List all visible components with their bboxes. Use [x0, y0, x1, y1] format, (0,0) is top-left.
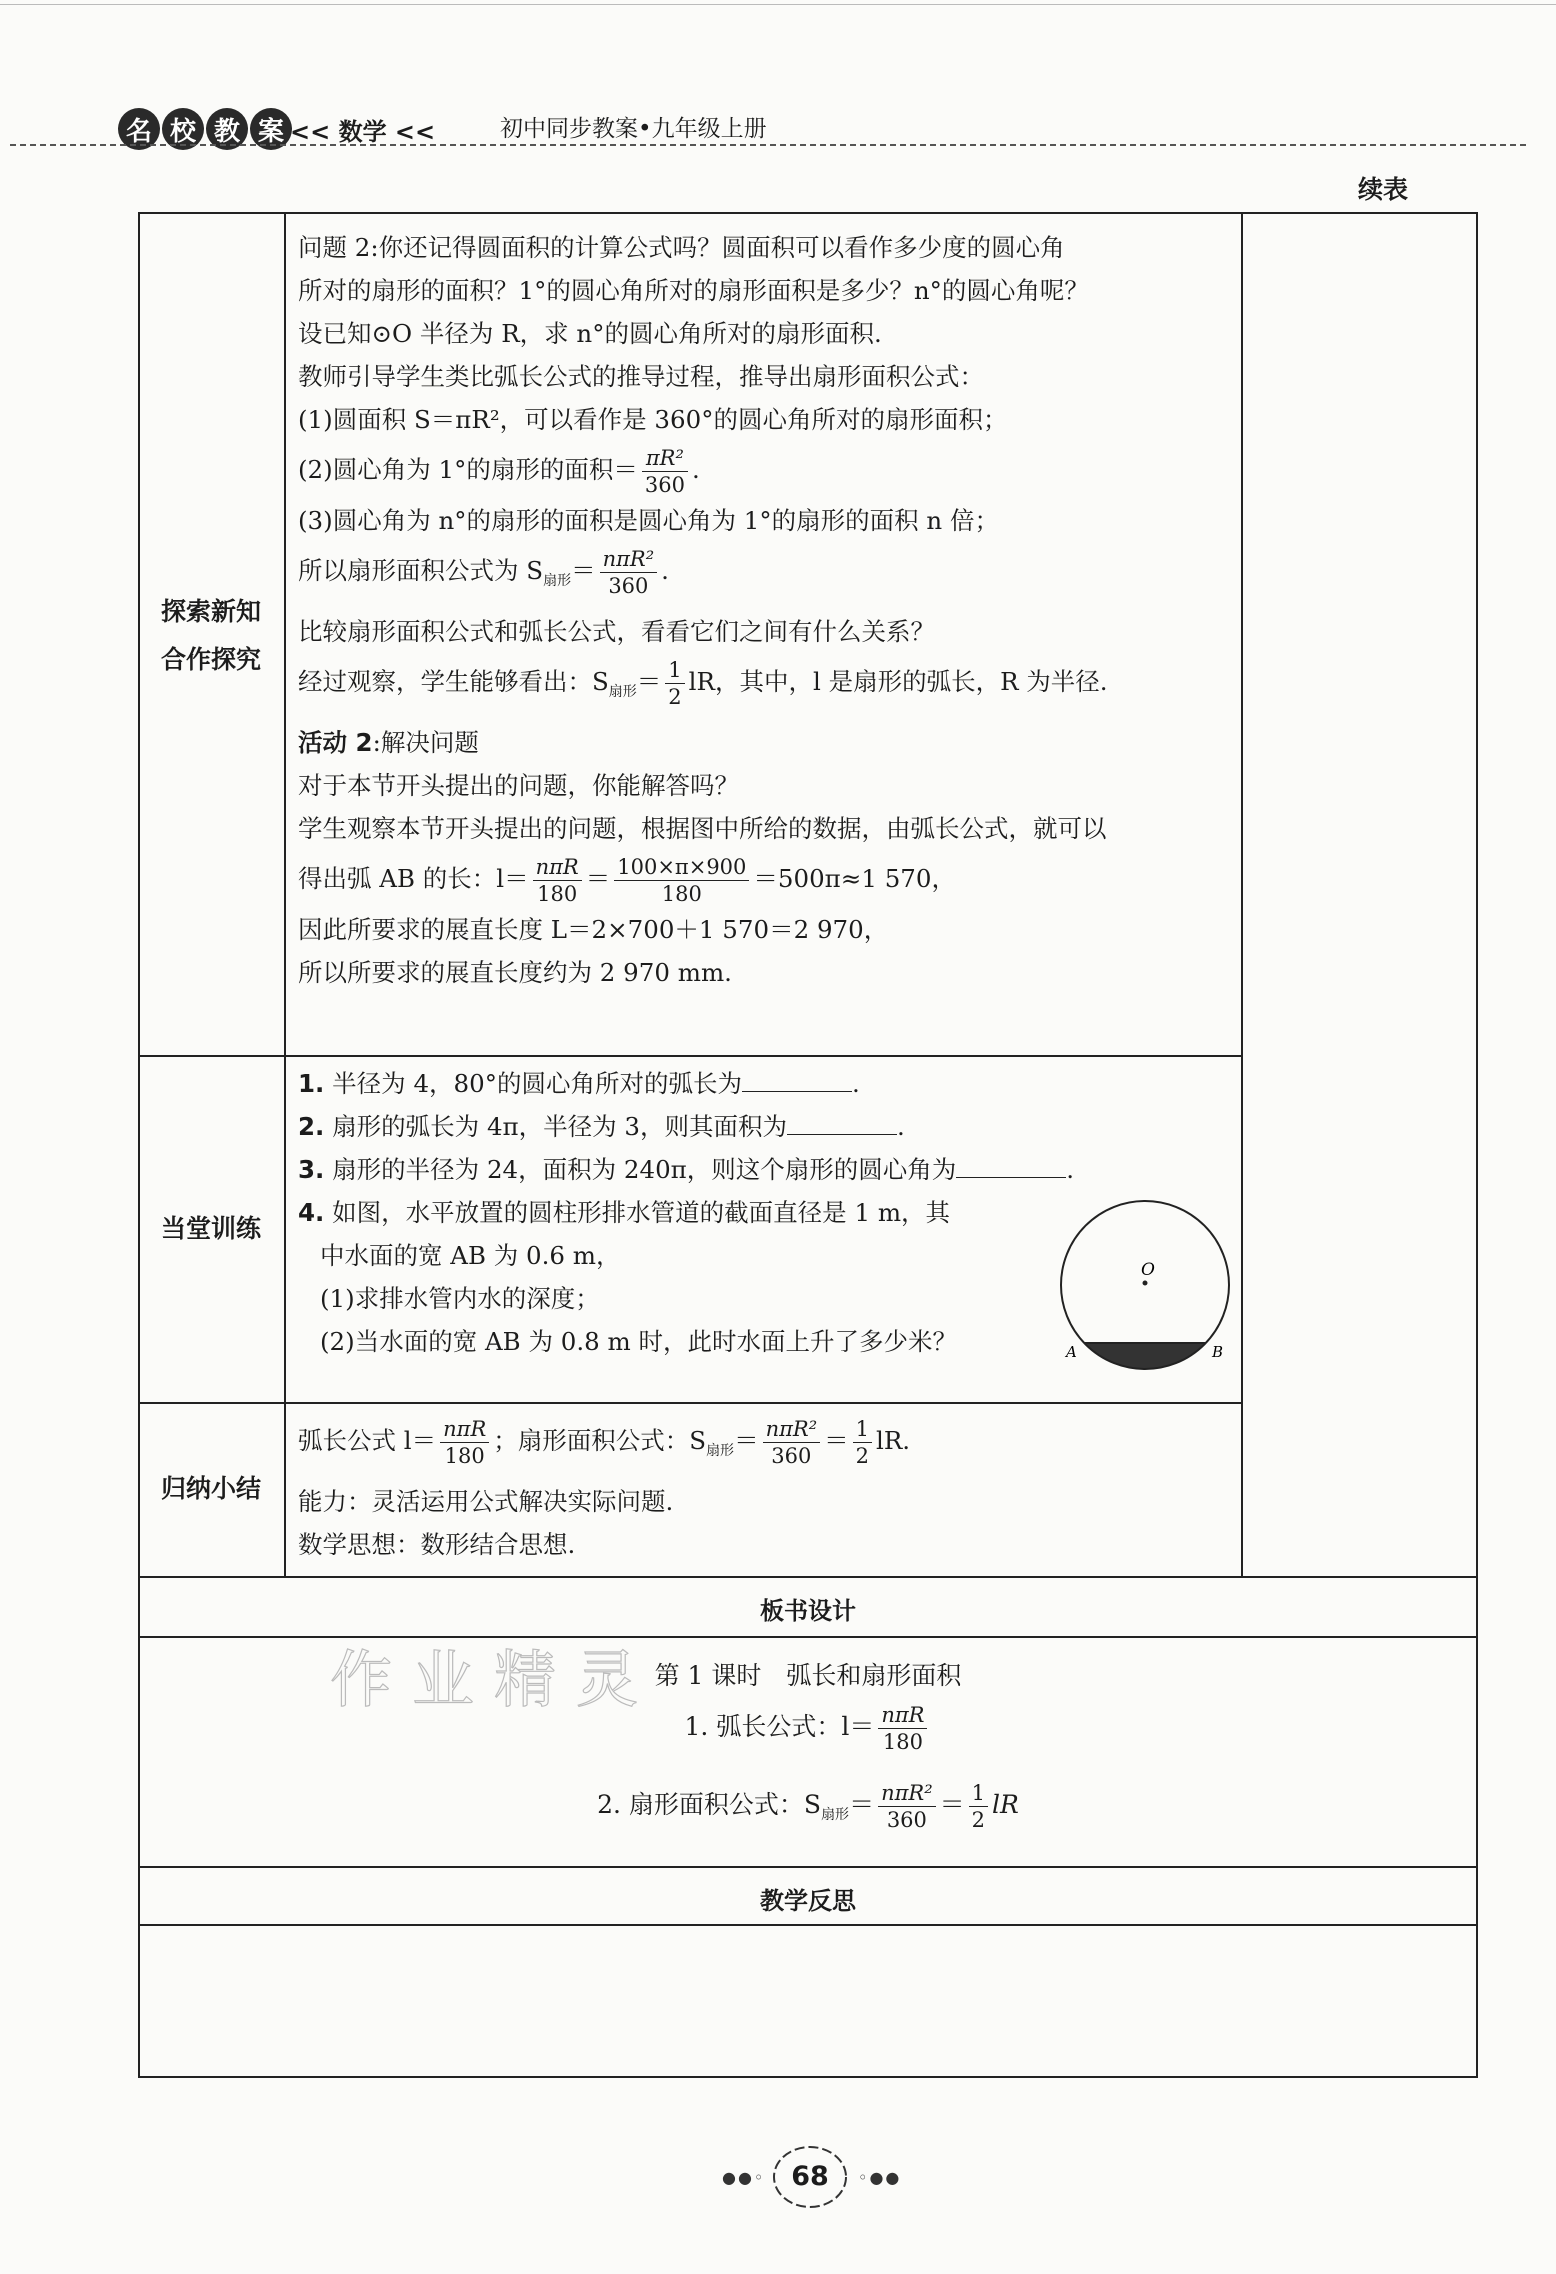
- numerator: 1: [665, 657, 684, 684]
- calc-text: 得出弧 AB 的长：l＝: [298, 863, 529, 893]
- column-divider-right: [1241, 212, 1243, 1576]
- center-point: [1143, 1281, 1148, 1286]
- summary-text: ；扇形面积公式：S: [493, 1426, 707, 1455]
- fraction: [533, 854, 582, 907]
- subject-label: << 数学 <<: [290, 118, 436, 146]
- explore-label-line: 合作探究: [160, 645, 261, 674]
- numerator: πR²: [642, 445, 688, 472]
- page-header: [0, 0, 1556, 150]
- subscript: 扇形: [608, 683, 637, 700]
- denominator: 180: [661, 881, 702, 906]
- sector-formula: 所以扇形面积公式为 $S_{扇形}=$ $\frac{\text{nπR²}}{360}$ .: [298, 547, 669, 598]
- observation: 经过观察，学生能够看出：$S_{扇形}=$ $\frac{1}{2}$ lR，其中，l 是扇形的弧长，R 为半径.: [298, 657, 1108, 709]
- numerator: nπR²: [763, 1416, 821, 1443]
- board-text: 2. 扇形面积公式：S: [597, 1790, 822, 1819]
- row-divider: [138, 1055, 1241, 1057]
- explore-label-line: 探索新知: [160, 597, 261, 626]
- item-number: 2.: [298, 1112, 325, 1141]
- item-text: 半径为 4，80°的圆心角所对的弧长为: [332, 1069, 742, 1098]
- denominator: 180: [537, 881, 578, 906]
- formula-text: 所以扇形面积公式为 S: [298, 556, 544, 585]
- fraction: [665, 657, 684, 710]
- summary-text: 弧长公式 l＝: [298, 1426, 437, 1455]
- denominator: 2: [668, 684, 682, 709]
- item-number: 3.: [298, 1155, 325, 1184]
- item-text: 扇形的弧长为 4π，半径为 3，则其面积为: [332, 1112, 788, 1141]
- practice-item-4-line: 中水面的宽 AB 为 0.6 m，: [320, 1241, 621, 1270]
- activity-title: 活动 2: [298, 727, 373, 757]
- brand-char: 教: [206, 108, 248, 150]
- fraction: [440, 1416, 489, 1469]
- column-divider-left: [284, 212, 286, 1576]
- derivation-step-1: (1)圆面积 S＝πR²，可以看作是 360°的圆心角所对的扇形面积；: [298, 405, 1008, 434]
- answer-blank[interactable]: [956, 1157, 1066, 1178]
- brand-char: 校: [162, 108, 204, 150]
- continued-label: 续表: [1358, 175, 1409, 204]
- book-title: 初中同步教案•九年级上册: [500, 116, 767, 142]
- practice-sub-question: (1)求排水管内水的深度；: [320, 1284, 600, 1313]
- fraction: [763, 1416, 821, 1469]
- board-lesson-title: 第 1 课时 弧长和扇形面积: [654, 1661, 962, 1690]
- denominator: 2: [855, 1444, 869, 1468]
- label-o: O: [1141, 1260, 1155, 1280]
- fraction: [642, 445, 688, 498]
- denominator: 180: [882, 1730, 923, 1754]
- answer-blank[interactable]: [742, 1071, 852, 1092]
- board-text: 1. 弧长公式：l＝: [684, 1712, 875, 1741]
- practice-item: [298, 1148, 1238, 1191]
- denominator: 180: [444, 1444, 485, 1468]
- row-divider: [138, 1866, 1478, 1868]
- explore-content: [298, 226, 1238, 994]
- practice-item: [298, 1062, 1238, 1105]
- summary-label: 归纳小结: [160, 1474, 261, 1503]
- row-divider: [138, 1576, 1478, 1578]
- numerator: nπR: [533, 854, 582, 881]
- footer-ornament-left: ●●◦: [722, 2168, 766, 2187]
- numerator: 100×π×900: [614, 854, 749, 881]
- numerator: nπR²: [600, 546, 658, 573]
- final-answer: 所以所要求的展直长度约为 2 970 mm.: [298, 957, 732, 987]
- item-number: 1.: [298, 1069, 325, 1098]
- subscript: 扇形: [821, 1807, 850, 1823]
- pipe-cross-section-figure: [1050, 1195, 1240, 1380]
- numerator: nπR²: [878, 1780, 936, 1807]
- answer-blank[interactable]: [787, 1114, 897, 1135]
- question-2-line: 设已知⊙O 半径为 R，求 n°的圆心角所对的扇形面积.: [298, 319, 882, 348]
- item-end: .: [851, 1069, 860, 1098]
- derivation-step-2: (2)圆心角为 1°的扇形的面积＝ $\frac{\text{πR²}}{360}$ .: [298, 446, 700, 497]
- item-number: 4.: [298, 1198, 325, 1227]
- top-border: [0, 4, 1556, 5]
- observation-text: 经过观察，学生能够看出：S: [298, 666, 609, 696]
- student-line: 学生观察本节开头提出的问题，根据图中所给的数据，由弧长公式，就可以: [298, 813, 1107, 843]
- reflection-title: 教学反思: [760, 1887, 856, 1915]
- row-divider: [138, 1402, 1241, 1404]
- item-end: .: [1066, 1155, 1075, 1184]
- numerator: 1: [853, 1416, 872, 1443]
- summary-ability: 能力：灵活运用公式解决实际问题.: [298, 1486, 674, 1516]
- header-divider: [10, 144, 1526, 146]
- page-number: 68: [791, 2161, 829, 2192]
- fraction: [969, 1780, 988, 1833]
- subscript: 扇形: [706, 1442, 735, 1459]
- label-a: A: [1066, 1343, 1077, 1361]
- arc-length-calc: 得出弧 AB 的长：l＝ $\frac{\text{nπR}}{180}$ ＝ $\frac{100\times\pi\times 900}{180}$ ＝500π≈1 570，: [298, 854, 956, 906]
- observation-text: lR，其中，l 是扇形的弧长，R 为半径.: [688, 666, 1108, 696]
- numerator: nπR: [440, 1416, 489, 1443]
- denominator: 360: [608, 574, 649, 598]
- board-design-title: 板书设计: [760, 1597, 856, 1625]
- item-text: 扇形的半径为 24，面积为 240π，则这个扇形的圆心角为: [332, 1155, 957, 1184]
- activity-2: [298, 721, 1238, 764]
- step-2-text: (2)圆心角为 1°的扇形的面积＝: [298, 455, 638, 484]
- question-2-line: 所对的扇形的面积？1°的圆心角所对的扇形面积是多少？n°的圆心角呢？: [298, 276, 1089, 305]
- numerator: nπR: [878, 1702, 927, 1729]
- fraction: [600, 546, 658, 599]
- denominator: 360: [886, 1808, 927, 1832]
- fraction: [853, 1416, 872, 1469]
- summary-formulas: 弧长公式 l＝ $\frac{\text{nπR}}{180}$ ；扇形面积公式：$S_{扇形}=$ $\frac{\text{nπR²}}{360}$ ＝ $\frac{1}{2}$ lR.: [298, 1417, 911, 1468]
- fraction: [614, 854, 749, 907]
- water-segment: [1084, 1343, 1206, 1369]
- derivation-step-3: (3)圆心角为 n°的扇形的面积是圆心角为 1°的扇形的面积 n 倍；: [298, 506, 999, 535]
- fraction: [878, 1702, 927, 1755]
- question-2-line: 问题 2:你还记得圆面积的计算公式吗？圆面积可以看作多少度的圆心角: [298, 233, 1065, 262]
- total-length: 因此所要求的展直长度 L＝2×700＋1 570＝2 970，: [298, 914, 889, 944]
- item-end: .: [897, 1112, 905, 1141]
- summary-content: [298, 1412, 1238, 1566]
- numerator: 1: [969, 1780, 988, 1807]
- footer-ornament-right: ◦●●: [858, 2168, 902, 2187]
- row-divider: [138, 1924, 1478, 1926]
- practice-label: 当堂训练: [160, 1214, 261, 1243]
- summary-text: lR.: [876, 1426, 911, 1455]
- activity-text: :解决问题: [372, 727, 479, 757]
- calc-text: ＝500π≈1 570，: [753, 863, 956, 893]
- practice-item: [298, 1105, 1238, 1148]
- compare-question: 比较扇形面积公式和弧长公式，看看它们之间有什么关系？: [298, 616, 935, 646]
- label-b: B: [1212, 1343, 1224, 1361]
- watermark: 作业精灵: [330, 1643, 659, 1716]
- denominator: 360: [771, 1444, 812, 1468]
- subscript: 扇形: [543, 572, 572, 589]
- brand-char: 案: [250, 108, 292, 150]
- practice-sub-question: (2)当水面的宽 AB 为 0.8 m 时，此时水面上升了多少米？: [320, 1327, 958, 1356]
- board-text: lR: [992, 1790, 1019, 1819]
- teacher-guide: 教师引导学生类比弧长公式的推导过程，推导出扇形面积公式：: [298, 362, 984, 391]
- summary-thought: 数学思想：数形结合思想.: [298, 1529, 576, 1559]
- denominator: 360: [644, 473, 685, 497]
- fraction: [878, 1780, 936, 1833]
- board-formula-2: 2. 扇形面积公式：$S_{扇形}=$ $\frac{\text{nπR²}}{360}$ ＝ $\frac{1}{2}$ lR: [597, 1781, 1019, 1832]
- denominator: 2: [971, 1808, 986, 1832]
- item-text: 如图，水平放置的圆柱形排水管道的截面直径是 1 m，其: [332, 1198, 951, 1227]
- explore-label: [138, 588, 284, 684]
- brand-char: 名: [118, 108, 160, 150]
- ask-line: 对于本节开头提出的问题，你能解答吗？: [298, 770, 739, 800]
